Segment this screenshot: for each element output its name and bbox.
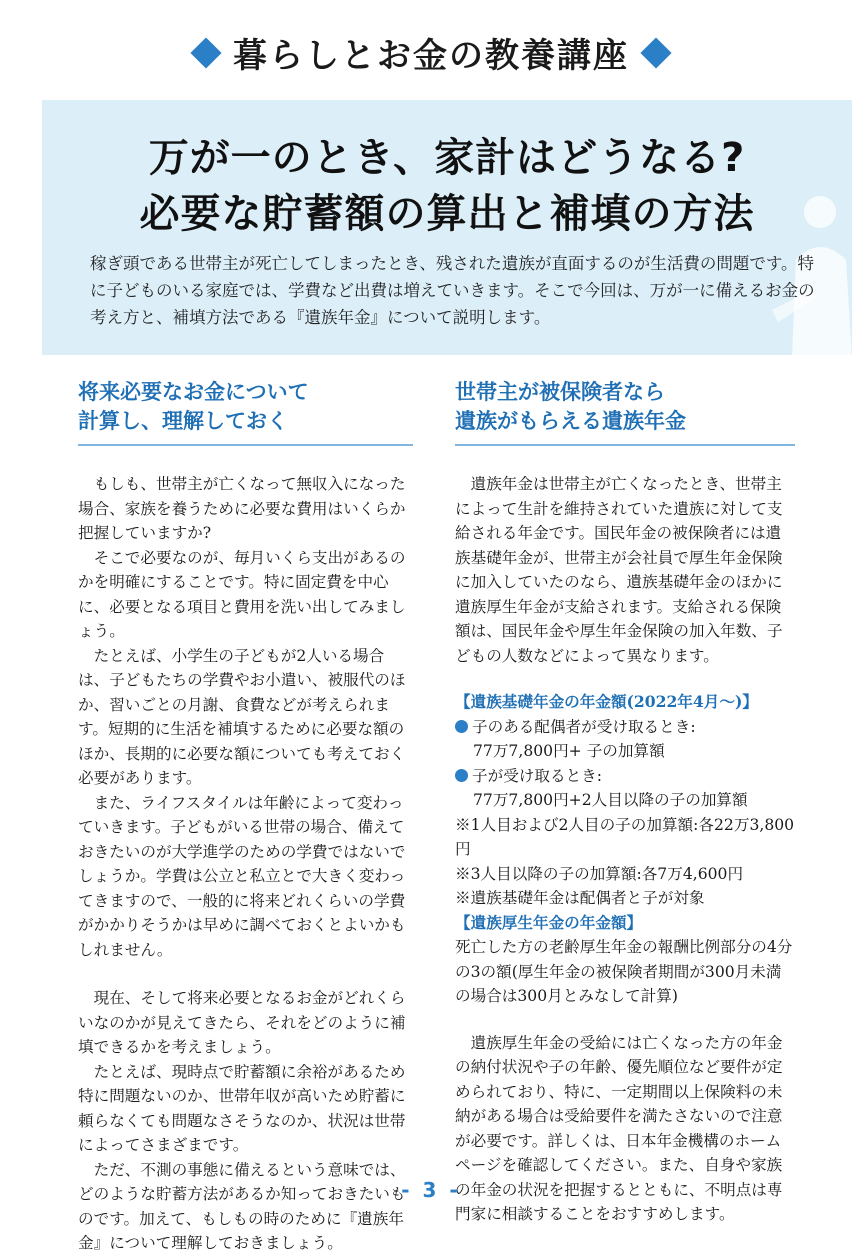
left-column [78, 378, 413, 1256]
right-column-body [455, 472, 795, 1227]
welfare-pension-text: 死亡した方の老齢厚生年金の報酬比例部分の4分の3の額(厚生年金の被保険者期間が300月未満の場合は300月とみなして計算) [455, 938, 793, 1005]
hero-panel [42, 100, 852, 355]
bullet-label: 子のある配偶者が受け取るとき: [472, 717, 696, 736]
lead-paragraph: 稼ぎ頭である世帯主が死亡してしまったとき、残された遺族が直面するのが生活費の問題です。特に子どものいる家庭では、学費など出費は増えていきます。そこで今回は、万が一に備えるお金の考え方と、補填方法である『遺族年金』について説明します。 [90, 254, 815, 327]
paragraph: もしも、世帯主が亡くなって無収入になった場合、家族を養うために必要な費用はいくらか把握していますか? [78, 475, 406, 542]
paragraph: たとえば、小学生の子どもが2人いる場合は、子どもたちの学費やお小遣い、被服代のほか、習いごとの月謝、食費などが考えられます。短期的に生活を補填するために必要な額のほか、長期的に必要な額についても考えておく必要があります。 [78, 646, 406, 787]
bullet-item [455, 715, 795, 740]
left-column-body [78, 472, 413, 1256]
bullet-value: 77万7,800円+2人目以降の子の加算額 [473, 791, 748, 809]
right-column-heading [455, 378, 795, 446]
basic-pension-heading: 【遺族基礎年金の年金額(2022年4月〜)】 [455, 692, 758, 711]
circle-bullet-icon [455, 720, 468, 733]
left-heading-line2: 計算し、理解しておく [78, 409, 288, 433]
series-header [0, 28, 862, 77]
bullet-label: 子が受け取るとき: [472, 766, 603, 785]
article-title [42, 130, 852, 242]
left-heading-line1: 将来必要なお金について [78, 380, 309, 404]
welfare-pension-heading: 【遺族厚生年金の年金額】 [455, 912, 643, 932]
note: ※3人目以降の子の加算額:各7万4,600円 [455, 864, 744, 883]
right-heading-line2: 遺族がもらえる遺族年金 [455, 409, 686, 433]
closing-paragraph: 遺族厚生年金の受給には亡くなった方の年金の納付状況や子の年齢、優先順位など要件が定められており、特に、一定期間以上保険料の未納がある場合は受給要件を満たさないので注意が必要です。詳しくは、日本年金機構のホームページを確認してください。また、自身や家族の年金の状況を把握するとともに、不明点は専門家に相談することをおすすめします。 [455, 1033, 783, 1223]
right-heading-line1: 世帯主が被保険者なら [455, 380, 665, 404]
intro-paragraph: 遺族年金は世帯主が亡くなったとき、世帯主によって生計を維持されていた遺族に対して支給される年金です。国民年金の被保険者には遺族基礎年金が、世帯主が会社員で厚生年金保険に加入していたのなら、遺族基礎年金のほかに遺族厚生年金が支給されます。支給される保険額は、国民年金や厚生年金保険の加入年数、子どもの人数などによって異なります。 [455, 475, 783, 665]
series-title: 暮らしとお金の教養講座 [233, 36, 629, 76]
paragraph: ただ、不測の事態に備えるという意味では、どのような貯蓄方法があるか知っておきたいものです。加えて、もしもの時のために『遺族年金』について理解しておきましょう。 [78, 1160, 406, 1252]
left-column-heading [78, 378, 413, 446]
note: ※1人目および2人目の子の加算額:各22万3,800円 [455, 815, 795, 858]
diamond-icon [640, 37, 671, 68]
circle-bullet-icon [455, 769, 468, 782]
paragraph: たとえば、現時点で貯蓄額に余裕があるため特に問題ないのか、世帯年収が高いため貯蓄に頼らなくても問題なさそうなのか、状況は世帯によってさまざまです。 [78, 1062, 406, 1154]
article-title-line1: 万が一のとき、家計はどうなる? [148, 135, 746, 181]
right-column [455, 378, 795, 1227]
bullet-item [455, 764, 795, 789]
paragraph: そこで必要なのが、毎月いくら支出があるのかを明確にすることです。特に固定費を中心に、必要となる項目と費用を洗い出してみましょう。 [78, 548, 406, 640]
page-number: - 3 - [401, 1178, 461, 1202]
note: ※遺族基礎年金は配偶者と子が対象 [455, 889, 705, 907]
bullet-value: 77万7,800円+ 子の加算額 [473, 742, 665, 760]
diamond-icon [190, 37, 221, 68]
paragraph: また、ライフスタイルは年齢によって変わっていきます。子どもがいる世帯の場合、備えておきたいのが大学進学のための学費ではないでしょうか。学費は公立と私立とで大きく変わってきますので、一般的に将来どれくらいの学費がかかりそうかは早めに調べておくとよいかもしれません。 [78, 793, 406, 959]
article-title-line2: 必要な貯蓄額の算出と補填の方法 [139, 191, 755, 237]
paragraph: 現在、そして将来必要となるお金がどれくらいなのかが見えてきたら、それをどのように補填できるかを考えましょう。 [78, 989, 406, 1056]
